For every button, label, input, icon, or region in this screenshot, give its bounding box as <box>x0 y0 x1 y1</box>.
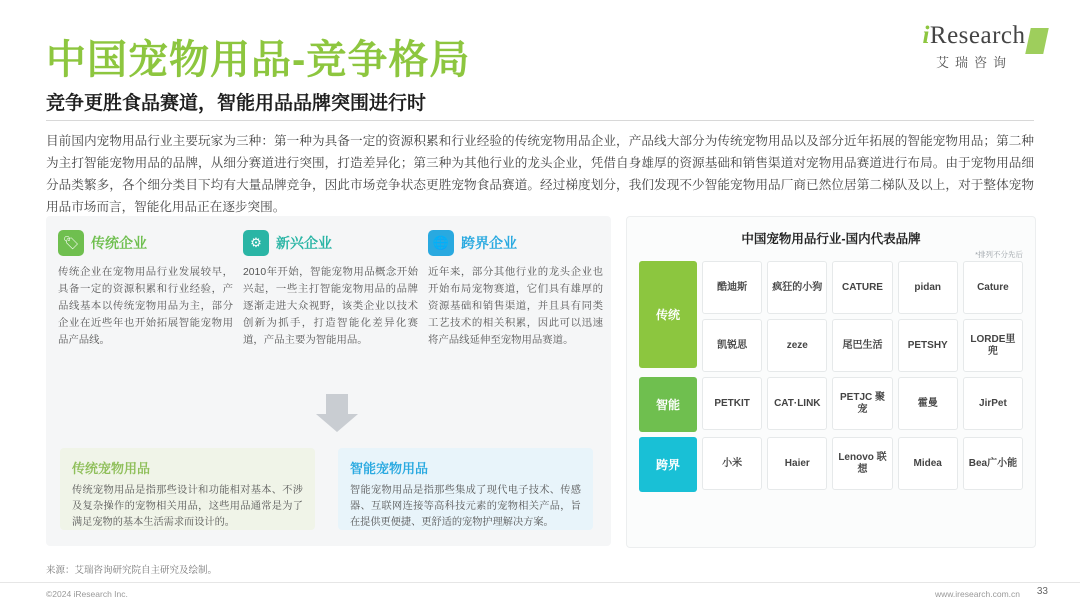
brand-row-smart <box>639 377 1023 432</box>
logo-research: Research <box>929 22 1026 49</box>
definition-smart <box>338 448 593 530</box>
brand-cell[interactable] <box>963 437 1023 490</box>
brand-name: LORDE里兜 <box>970 333 1016 357</box>
card-emerging <box>243 230 418 349</box>
brand-name: PETSHY <box>907 339 948 351</box>
row-label-smart: 智能 <box>639 377 697 432</box>
brand-matrix-title: 中国宠物用品行业-国内代表品牌 <box>741 232 921 246</box>
source-note: 来源：艾瑞咨询研究院自主研究及绘制。 <box>46 565 218 576</box>
intro-paragraph: 目前国内宠物用品行业主要玩家为三种：第一种为具备一定的资源积累和行业经验的传统宠物用品企业，产品线大部分为传统宠物用品以及部分近年拓展的智能宠物用品；第二种为主打智能宠物用品的品牌，从细分赛道进行突围，打造差异化；第三种为其他行业的龙头企业，凭借自身雄厚的资源基础和销售渠道对宠物用品赛道进行布局。由于宠物用品细分品类繁多，各个细分类目下均有大量品牌竞争，因此市场竞争状态更胜宠物食品赛道。经过梯度划分，我们发现不少智能宠物用品厂商已然位居第二梯队及以上，对于整体宠物用品市场而言，智能化用品正在逐步突围。 <box>46 134 1034 214</box>
brand-row-traditional <box>639 261 1023 372</box>
brand-name: 酷迪斯 <box>717 281 748 293</box>
row-label-traditional: 传统 <box>639 261 697 368</box>
brand-matrix-note: *排列不分先后 <box>975 250 1023 259</box>
brand-cell[interactable] <box>832 319 892 372</box>
card-title: 传统企业 <box>91 235 147 251</box>
tag-icon: 🏷 <box>58 230 84 256</box>
brand-name: Bea广小能 <box>968 457 1018 469</box>
gear-icon: ⚙ <box>243 230 269 256</box>
brand-name: pidan <box>914 281 942 293</box>
brand-name: Haier <box>784 457 810 469</box>
card-body: 2010年开始，智能宠物用品概念开始兴起，一些主打智能宠物用品的品牌逐渐走进大众视野，该类企业以技术创新为抓手，打造智能化差异化赛道，产品主要为智能用品。 <box>243 267 418 346</box>
brand-cell[interactable] <box>702 261 762 314</box>
brand-cell[interactable] <box>832 377 892 430</box>
divider <box>46 120 1034 121</box>
company-type-cards <box>58 230 603 349</box>
definition-body: 智能宠物用品是指那些集成了现代电子技术、传感器、互联网连接等高科技元素的宠物相关产品，旨在提供更便捷、更舒适的宠物护理解决方案。 <box>350 485 581 528</box>
footer-divider <box>0 582 1080 583</box>
brand-name: 霍曼 <box>917 397 938 409</box>
copyright: ©2024 iResearch Inc. <box>46 589 128 599</box>
logo-sub: 艾瑞咨询 <box>935 55 1012 70</box>
card-header <box>58 230 233 256</box>
brand-cell[interactable] <box>832 261 892 314</box>
iresearch-logo <box>904 22 1044 71</box>
brand-name: Lenovo 联想 <box>838 451 887 475</box>
brand-name: Midea <box>913 457 942 469</box>
brand-cell[interactable] <box>832 437 892 490</box>
brand-name: Cature <box>977 281 1009 293</box>
page-title: 中国宠物用品-竞争格局 <box>46 38 471 82</box>
brand-name: 小米 <box>722 457 743 469</box>
website-url: www.iresearch.com.cn <box>934 589 1020 599</box>
brand-cell[interactable] <box>898 437 958 490</box>
left-panel <box>46 216 611 546</box>
brand-name: 凯锐思 <box>717 339 748 351</box>
card-header <box>243 230 418 256</box>
brand-matrix-panel <box>626 216 1036 548</box>
brand-cell[interactable] <box>767 261 827 314</box>
brand-name: CAT·LINK <box>774 397 821 409</box>
definition-traditional <box>60 448 315 530</box>
card-traditional <box>58 230 233 349</box>
brand-cell[interactable] <box>963 261 1023 314</box>
card-title: 新兴企业 <box>276 235 332 251</box>
brand-cell[interactable] <box>898 377 958 430</box>
brand-cell[interactable] <box>963 319 1023 372</box>
brand-cell[interactable] <box>963 377 1023 430</box>
brand-cell[interactable] <box>767 377 827 430</box>
definition-body: 传统宠物用品是指那些设计和功能相对基本、不涉及复杂操作的宠物相关用品，这些用品通常是为了满足宠物的基本生活需求而设计的。 <box>72 485 303 528</box>
brand-cell[interactable] <box>898 261 958 314</box>
page-number: 33 <box>1036 586 1048 597</box>
brand-cell[interactable] <box>702 319 762 372</box>
brand-row-crossover <box>639 437 1023 492</box>
definition-title: 传统宠物用品 <box>72 461 151 476</box>
brand-name: PETKIT <box>714 397 750 409</box>
brand-cell[interactable] <box>702 377 762 430</box>
card-body: 近年来，部分其他行业的龙头企业也开始布局宠物赛道，它们具有雄厚的资源基础和销售渠道，并且具有同类工艺技术的相关积累，因此可以迅速将产品线延伸至宠物用品赛道。 <box>428 267 603 346</box>
card-body: 传统企业在宠物用品行业发展较早，具备一定的资源积累和行业经验，产品线基本以传统宠物用品为主，部分企业在近些年也开始拓展智能宠物用品产品线。 <box>58 267 233 346</box>
brand-name: JirPet <box>979 397 1007 409</box>
brand-cell[interactable] <box>898 319 958 372</box>
brand-matrix-grid <box>639 261 1023 497</box>
card-crossover <box>428 230 603 349</box>
card-title: 跨界企业 <box>461 235 517 251</box>
brand-name: 疯狂的小狗 <box>772 281 823 293</box>
brand-cell[interactable] <box>767 319 827 372</box>
brand-cell[interactable] <box>767 437 827 490</box>
brand-name: zeze <box>786 339 808 351</box>
logo-accent-bar <box>1025 28 1049 54</box>
brand-name: CATURE <box>842 281 883 293</box>
brand-name: 尾巴生活 <box>842 339 883 351</box>
logo-i: i <box>922 22 930 49</box>
definition-title: 智能宠物用品 <box>350 461 429 476</box>
card-header <box>428 230 603 256</box>
brand-cell[interactable] <box>702 437 762 490</box>
brand-name: PETJC 聚宠 <box>840 391 886 415</box>
logo-wordmark <box>904 22 1044 50</box>
globe-icon: 🌐 <box>428 230 454 256</box>
page-subtitle: 竞争更胜食品赛道，智能用品品牌突围进行时 <box>46 93 427 114</box>
row-label-crossover: 跨界 <box>639 437 697 492</box>
